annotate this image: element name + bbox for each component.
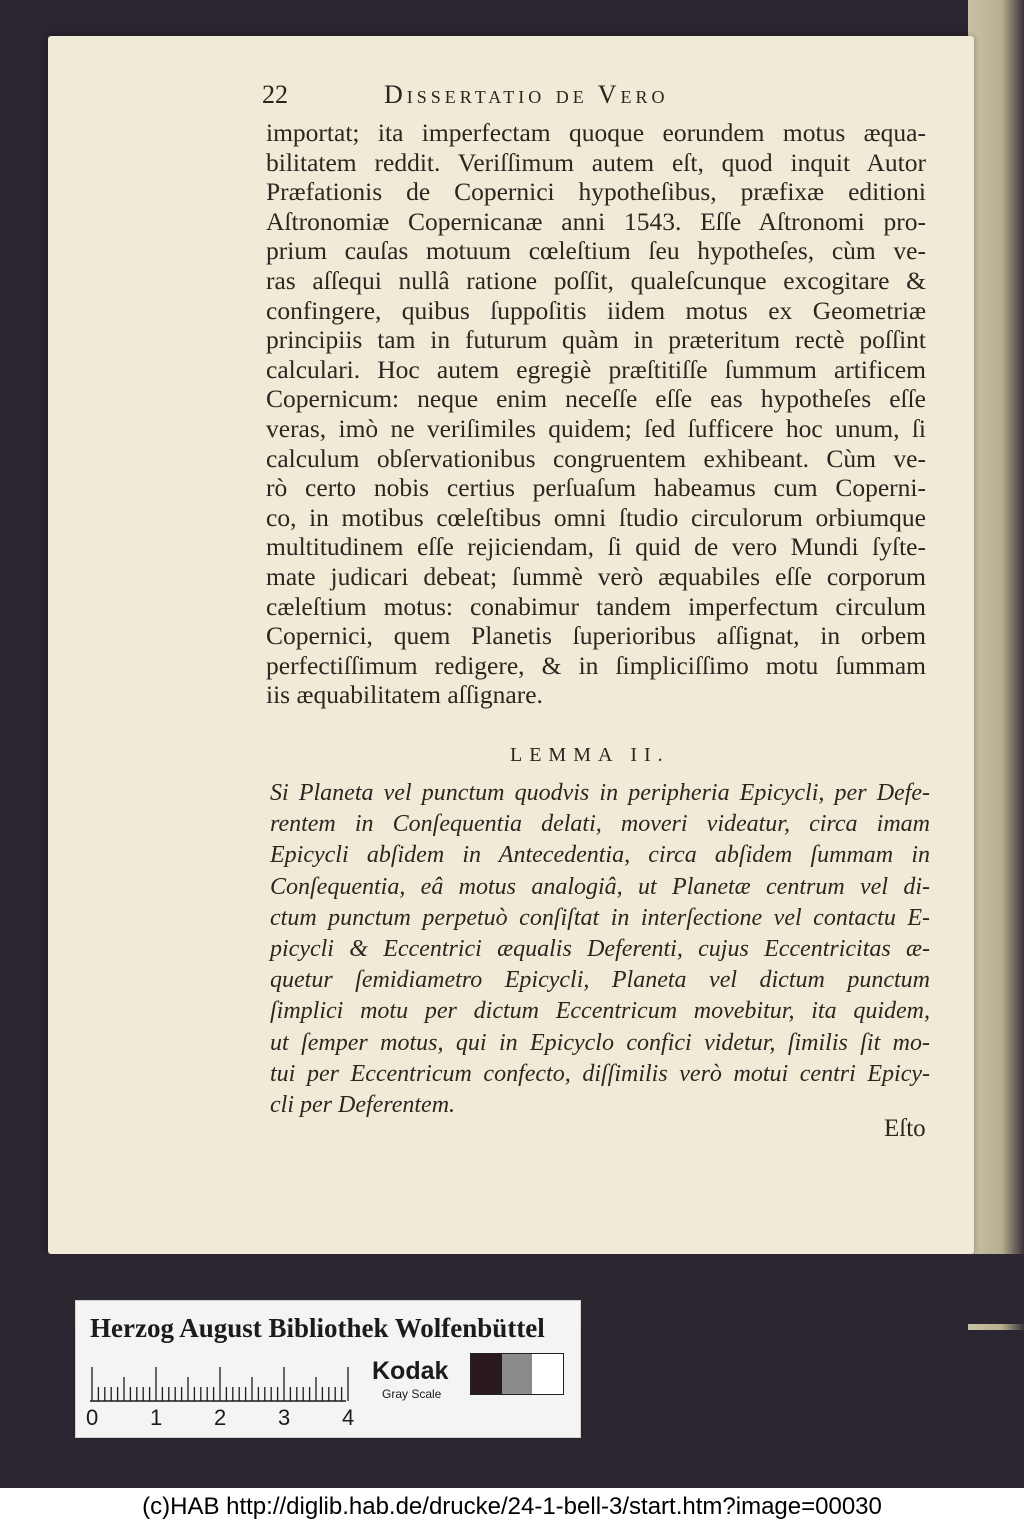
text-line: multitudinem eſſe rejiciendam, ſi quid de vero Mundi ſyſte- bbox=[266, 532, 926, 562]
text-line: cæleſtium motus: conabimur tandem imperfectum circulum bbox=[266, 591, 926, 621]
gray-scale-patches bbox=[470, 1353, 564, 1395]
text-line: veras, imò ne veriſimiles quidem; ſed ſufficere hoc unum, ſi bbox=[266, 413, 926, 443]
text-line: Præfationis de Copernici hypotheſibus, præfixæ editioni bbox=[266, 177, 926, 207]
copyright-url-footer: (c)HAB http://diglib.hab.de/drucke/24-1-bell-3/start.htm?image=00030 bbox=[0, 1488, 1024, 1525]
ruler-scale bbox=[90, 1361, 350, 1405]
text-line: picycli & Eccentrici æqualis Deferenti, cujus Eccentricitas æ- bbox=[270, 935, 930, 962]
text-line: Epicycli abſidem in Antecedentia, circa abſidem ſummam in bbox=[270, 842, 930, 869]
text-line: calculari. Hoc autem egregiè præſtitiſſe ſummum artificem bbox=[266, 354, 926, 384]
catchword: Eſto bbox=[884, 1115, 926, 1142]
text-line: quetur ſemidiametro Epicycli, Planeta vel dictum punctum bbox=[270, 967, 930, 994]
ruler-number: 1 bbox=[150, 1405, 163, 1430]
text-line: Conſequentia, eâ motus analogiâ, ut Planetæ centrum vel di- bbox=[270, 873, 930, 900]
text-line: cli per Deferentem. bbox=[270, 1091, 456, 1118]
text-line: rò certo nobis certius perſuaſum habeamus cum Coperni- bbox=[266, 473, 926, 503]
text-line: calculum obſervationibus congruentem exhibeant. Cùm ve- bbox=[266, 443, 926, 473]
gray-patch bbox=[532, 1354, 563, 1394]
text-line: Aſtronomiæ Copernicanæ anni 1543. Eſſe Aſtronomi pro- bbox=[266, 206, 926, 236]
gray-patch bbox=[502, 1354, 533, 1394]
text-line: iis æquabilitatem aſſignare. bbox=[266, 680, 543, 710]
text-line: confingere, quibus ſuppoſitis iidem motus ex Geometriæ bbox=[266, 295, 926, 325]
page-header bbox=[262, 80, 752, 112]
text-line: Copernicum: neque enim neceſſe eſſe eas hypotheſes eſſe bbox=[266, 384, 926, 414]
ruler-numbers bbox=[76, 1405, 376, 1435]
ruler-number: 0 bbox=[86, 1405, 99, 1430]
text-line: perfectiſſimum redigere, & in ſimpliciſſimo motu ſummam bbox=[266, 650, 926, 680]
text-line: ſimplici motu per dictum Eccentricum movebitur, ita quidem, bbox=[270, 998, 930, 1025]
text-line: importat; ita imperfectam quoque eorundem motus æqua- bbox=[266, 118, 926, 147]
library-name: Herzog August Bibliothek Wolfenbüttel bbox=[90, 1313, 545, 1343]
kodak-logo: Kodak bbox=[372, 1357, 449, 1385]
text-line: mate judicari debeat; ſummè verò æquabiles eſſe corporum bbox=[266, 561, 926, 591]
ruler-number: 4 bbox=[342, 1405, 355, 1430]
text-line: prium cauſas motuum cœleſtium ſeu hypotheſes, cùm ve- bbox=[266, 236, 926, 266]
gray-scale-label: Gray Scale bbox=[382, 1387, 442, 1401]
text-line: principiis tam in futurum quàm in præteritum rectè poſſint bbox=[266, 325, 926, 355]
text-line: Si Planeta vel punctum quodvis in peripheria Epicycli, per Defe- bbox=[270, 780, 930, 806]
text-line: ctum punctum perpetuò conſiſtat in interſectione vel contactu E- bbox=[270, 904, 930, 931]
ruler-number: 2 bbox=[214, 1405, 227, 1430]
text-line: ras aſſequi nullâ ratione poſſit, qualeſcunque excogitare & bbox=[266, 265, 926, 295]
text-line: tui per Eccentricum confecto, diſſimilis verò motui centri Epicy- bbox=[270, 1060, 930, 1087]
color-calibration-card bbox=[75, 1300, 581, 1438]
body-paragraph bbox=[266, 118, 926, 710]
text-line: rentem in Conſequentia delati, moveri videatur, circa imam bbox=[270, 811, 930, 838]
lemma-statement bbox=[270, 778, 930, 1121]
running-head: Dissertatio de Vero bbox=[384, 80, 669, 109]
ruler-number: 3 bbox=[278, 1405, 291, 1430]
next-page-edge bbox=[968, 0, 1024, 1330]
text-line: co, in motibus cœleſtibus omni ſtudio circulorum orbiumque bbox=[266, 502, 926, 532]
page-number: 22 bbox=[262, 80, 288, 109]
text-line: Copernici, quem Planetis ſuperioribus aſſignat, in orbem bbox=[266, 621, 926, 651]
lemma-heading: LEMMA II. bbox=[510, 744, 670, 766]
text-line: ut ſemper motus, qui in Epicyclo confici videtur, ſimilis ſit mo- bbox=[270, 1029, 930, 1056]
text-line: bilitatem reddit. Veriſſimum autem eſt, quod inquit Autor bbox=[266, 147, 926, 177]
gray-patch bbox=[471, 1354, 502, 1394]
